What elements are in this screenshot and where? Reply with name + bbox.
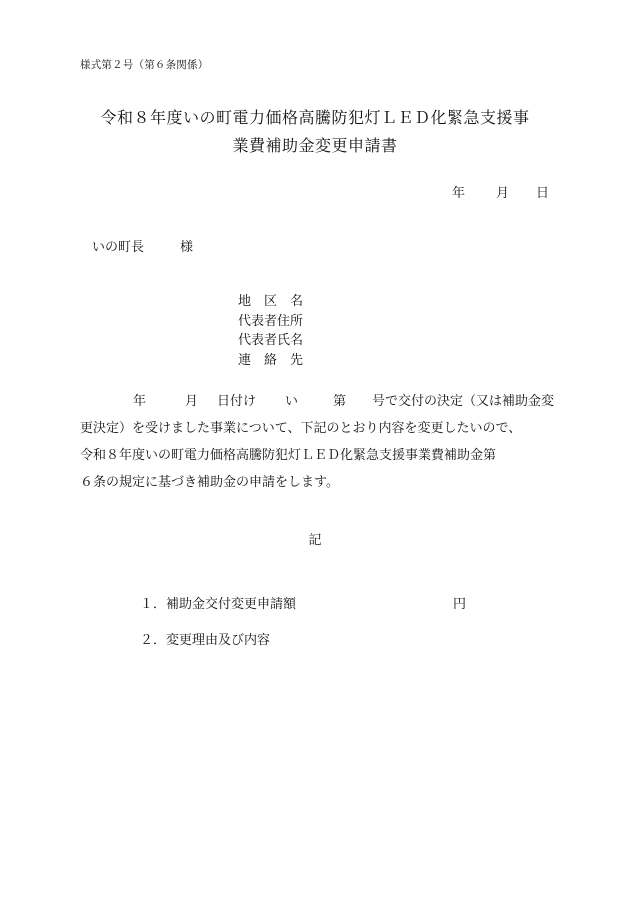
date-line <box>452 182 549 201</box>
date-year-label: 年 <box>452 186 466 201</box>
form-number: 様式第２号（第６条関係） <box>80 59 209 71</box>
document-title-line-2: 業費補助金変更申請書 <box>232 136 398 155</box>
body-text-line-2: 更決定）を受けました事業について、下記のとおり内容を変更したいので、 <box>80 421 522 436</box>
date-day-label: 日 <box>536 186 550 201</box>
body-year-label: 年 <box>132 394 146 409</box>
body-text-line-1 <box>80 390 554 409</box>
body-text-line-3: 令和８年度いの町電力価格高騰防犯灯ＬＥＤ化緊急支援事業費補助金第 <box>80 448 497 463</box>
item-unit: 円 <box>453 597 467 612</box>
item-label: 変更理由及び内容 <box>166 633 271 648</box>
addressee-name: いの町長 <box>92 240 145 255</box>
list-item-amount <box>140 593 466 612</box>
ki-heading: 記 <box>308 533 322 548</box>
date-month-label: 月 <box>496 186 510 201</box>
body-number-prefix: い <box>284 394 298 409</box>
addressee-honorific: 様 <box>180 240 194 255</box>
applicant-field-address: 代表者住所 <box>238 314 304 329</box>
document-title-line-1: 令和８年度いの町電力価格高騰防犯灯ＬＥＤ化緊急支援事 <box>100 108 530 127</box>
body-number-label: 第 <box>332 394 346 409</box>
body-text-rest: 号で交付の決定（又は補助金変 <box>372 394 555 409</box>
body-text-line-4: ６条の規定に基づき補助金の申請をします。 <box>80 475 339 490</box>
addressee <box>92 236 193 255</box>
body-dated-label: 日付け <box>216 394 256 409</box>
applicant-field-name: 代表者氏名 <box>238 333 304 348</box>
body-month-label: 月 <box>184 394 198 409</box>
item-number: ２． <box>140 633 167 648</box>
item-number: １． <box>140 597 167 612</box>
list-item-reason <box>140 629 270 648</box>
item-label: 補助金交付変更申請額 <box>166 597 297 612</box>
applicant-field-contact: 連絡先 <box>238 353 317 368</box>
applicant-field-district: 地区名 <box>238 294 317 309</box>
